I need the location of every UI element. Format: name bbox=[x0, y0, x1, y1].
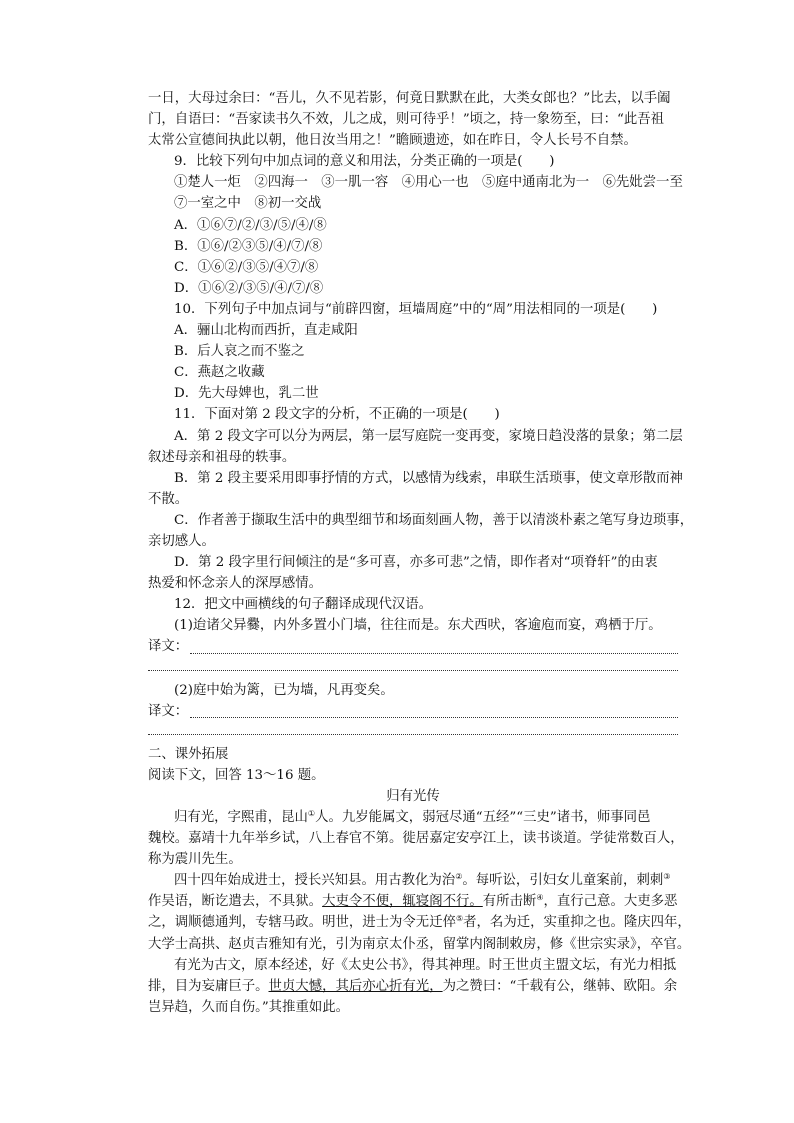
bio-paragraph-2-line bbox=[148, 912, 691, 933]
bio-paragraph-2-line: 大学士高拱、赵贞吉雅知有光，引为南京太仆丞，留掌内阁制敕房，修《世宗实录》，卒官。 bbox=[148, 936, 691, 952]
section-heading: 二、课外拓展 bbox=[148, 746, 229, 762]
question-11-option-c-cont: 亲切感人。 bbox=[148, 533, 215, 549]
translation-label: 译文： bbox=[148, 639, 189, 655]
text-run: 有所击断 bbox=[482, 894, 537, 910]
text-run: ，直行己意。大吏多恶 bbox=[543, 894, 678, 910]
question-9-option-a: A．①⑥⑦/②/③/⑤/④/⑧ bbox=[174, 217, 327, 233]
question-10-option-b: B．后人哀之而不鉴之 bbox=[174, 344, 305, 360]
footnote-marker: ② bbox=[455, 872, 463, 882]
question-12-sentence-2: (2)庭中始为篱，已为墙，凡再变矣。 bbox=[174, 682, 394, 698]
question-9-option-c: C．①⑥②/③⑤/④⑦/⑧ bbox=[174, 259, 319, 275]
bio-paragraph-1-line: 称为震川先生。 bbox=[148, 852, 242, 868]
text-run: 为之赞曰：“千载有公，继韩、欧阳。余 bbox=[442, 978, 678, 994]
underlined-sentence: 世贞大憾，其后亦心折有光， bbox=[268, 978, 443, 994]
question-10-stem: 10．下列句子中加点词与“前辟四窗，垣墙周庭”中的“周”用法相同的一项是( ) bbox=[174, 301, 658, 317]
text-run: 。每听讼，引妇女儿童案前，刺刺 bbox=[462, 873, 664, 889]
footnote-marker: ③ bbox=[663, 872, 671, 882]
text-run: 之，调顺德通判，专辖马政。明世，进士为令无迁倅 bbox=[148, 915, 456, 931]
question-9-option-d: D．①⑥②/③⑤/④/⑦/⑧ bbox=[174, 280, 324, 296]
text-run: 者，名为迁，实重抑之也。隆庆四年， bbox=[463, 915, 691, 931]
question-12-sentence-1: (1)迨诸父异爨，内外多置小门墙，往往而是。东犬西吠，客逾庖而宴，鸡栖于厅。 bbox=[174, 618, 662, 634]
bio-paragraph-3: 有光为古文，原本经述，好《太史公书》，得其神理。时王世贞主盟文坛，有光力相抵 bbox=[174, 957, 677, 973]
document-page bbox=[148, 88, 694, 1018]
answer-dotted-line[interactable] bbox=[148, 658, 678, 671]
question-11-option-a: A．第 2 段文字可以分为两层，第一层写庭院一变再变，家境日趋没落的景象；第二层 bbox=[174, 428, 683, 444]
passage-line: 太常公宣德间执此以朝，他日汝当用之！”瞻顾遗迹，如在昨日，令人长号不自禁。 bbox=[148, 133, 637, 149]
answer-dotted-line[interactable] bbox=[190, 705, 678, 718]
translation-answer-line-1[interactable] bbox=[148, 636, 678, 657]
question-11-option-a-cont: 叙述母亲和祖母的轶事。 bbox=[148, 449, 296, 465]
question-10-option-c: C．燕赵之收藏 bbox=[174, 365, 265, 381]
question-10-option-a: A．骊山北构而西折，直走咸阳 bbox=[174, 323, 358, 339]
question-11-option-b-cont: 不散。 bbox=[148, 491, 189, 507]
passage-line: 一日，大母过余曰：“吾儿，久不见若影，何竟日默默在此，大类女郎也？”比去，以手阖 bbox=[148, 91, 671, 106]
footnote-marker: ⑤ bbox=[455, 914, 464, 924]
question-10-option-d: D．先大母婢也，乳二世 bbox=[174, 386, 319, 402]
text-run: 归有光，字熙甫，昆山 bbox=[174, 810, 308, 825]
bio-paragraph-2 bbox=[148, 870, 678, 891]
answer-dotted-line[interactable] bbox=[190, 641, 678, 654]
question-11-option-d: D．第 2 段字里行间倾注的是“多可喜，亦多可悲”之情，即作者对“项脊轩”的由衷 bbox=[174, 555, 658, 571]
question-9-items: ①楚人一炬 ②四海一 ③一肌一容 ④用心一也 ⑤庭中通南北为一 ⑥先妣尝一至 bbox=[174, 175, 683, 191]
passage-line: 门，自语曰：“吾家读书久不效，儿之成，则可待乎！”顷之，持一象笏至，曰：“此吾祖 bbox=[148, 112, 664, 128]
footnote-marker: ① bbox=[307, 809, 316, 818]
bio-paragraph-1 bbox=[148, 807, 678, 828]
passage-title: 归有光传 bbox=[386, 788, 440, 804]
translation-label: 译文： bbox=[148, 703, 189, 719]
text-run: 四十四年始成进士，授长兴知县。用古教化为治 bbox=[174, 873, 456, 889]
underlined-sentence: 大吏令不便，辄寝阁不行。 bbox=[322, 894, 483, 910]
answer-dotted-line[interactable] bbox=[148, 722, 678, 735]
bio-paragraph-3-line bbox=[148, 976, 678, 997]
translation-answer-line-2[interactable] bbox=[148, 701, 678, 722]
reading-instruction: 阅读下文，回答 13～16 题。 bbox=[148, 767, 325, 783]
question-11-stem: 11．下面对第 2 段文字的分析，不正确的一项是( ) bbox=[174, 407, 500, 423]
question-9-option-b: B．①⑥/②③⑤/④/⑦/⑧ bbox=[174, 238, 323, 254]
text-run: 作吴语，断讫遣去，不具狱。 bbox=[148, 894, 323, 910]
text-run: 排，目为妄庸巨子。 bbox=[148, 978, 269, 994]
question-11-option-d-cont: 热爱和怀念亲人的深厚感情。 bbox=[148, 576, 323, 592]
footnote-marker: ④ bbox=[536, 893, 544, 903]
question-12-stem: 12．把文中画横线的句子翻译成现代汉语。 bbox=[174, 597, 433, 613]
question-11-option-c: C．作者善于撷取生活中的典型细节和场面刻画人物，善于以清淡朴素之笔写身边琐事， bbox=[174, 512, 694, 528]
bio-paragraph-3-line: 岂异趋，久而自伤。”其推重如此。 bbox=[148, 999, 350, 1015]
question-9-stem: 9．比较下列句中加点词的意义和用法，分类正确的一项是( ) bbox=[174, 154, 555, 170]
bio-paragraph-1-line: 魏校。嘉靖十九年举乡试，八上春官不第。徙居嘉定安亭江上，读书谈道。学徒常数百人， bbox=[148, 831, 684, 847]
text-run: 人。九岁能属文，弱冠尽通“五经”“三史”诸书，师事同邑 bbox=[315, 810, 651, 825]
question-9-items: ⑦一室之中 ⑧初一交战 bbox=[174, 196, 322, 212]
bio-paragraph-2-line bbox=[148, 891, 678, 912]
question-11-option-b: B．第 2 段主要采用即事抒情的方式，以感情为线索，串联生活琐事，使文章形散而神 bbox=[174, 470, 683, 486]
